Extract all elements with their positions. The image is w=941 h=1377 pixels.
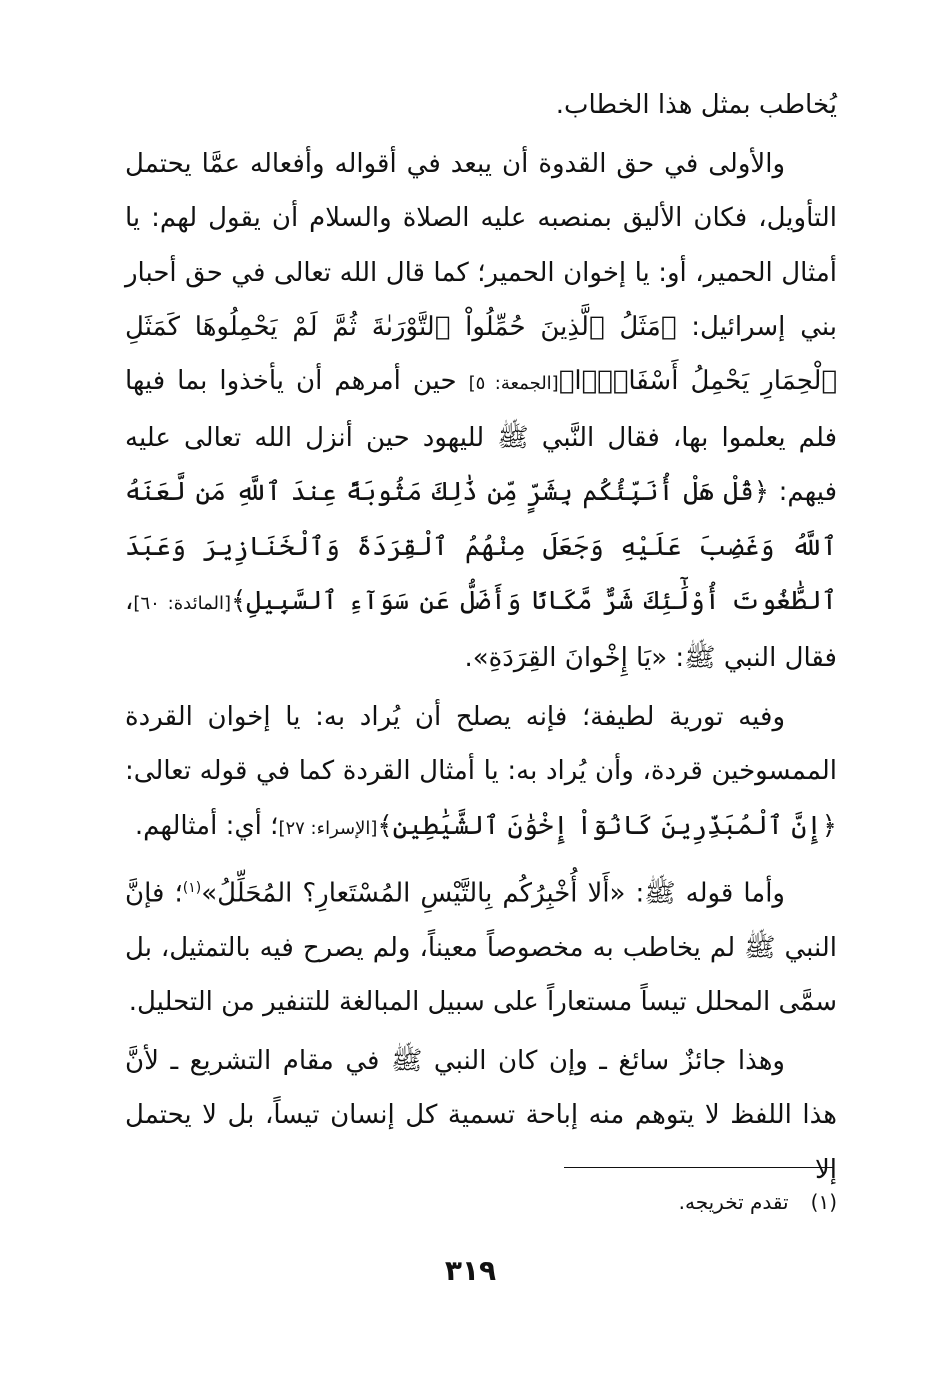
paragraph-3-text: وفيه تورية لطيفة؛ فإنه يصلح أن يُراد به: يا إخوان القردة الممسوخين قردة، وأن يُراد به: يا أمثال القردة كما في قوله تعالى: [125, 702, 837, 787]
quran-verse-maidah: ﴿قُلْ هَلْ أُنَبِّئُكُم بِشَرٍّ مِّن ذَٰلِكَ مَثُوبَةً عِندَ ٱللَّهِ مَن لَّعَنَهُ ٱللَّهُ وَغَضِبَ عَلَيْهِ وَجَعَلَ مِنْهُمُ ٱلْقِرَدَةَ وَٱلْخَنَازِيرَ وَعَبَدَ ٱلطَّٰغُوتَ أُوْلَٰٓئِكَ شَرٌّ مَّكَانًا وَأَضَلُّ عَن سَوَآءِ ٱلسَّبِيلِ﴾ [125, 477, 837, 616]
quran-verse-jumuah: ﴿مَثَلُ ٱلَّذِينَ حُمِّلُواْ ٱلتَّوْرَىٰةَ ثُمَّ لَمْ يَحْمِلُوهَا كَمَثَلِ ٱلْحِمَارِ يَحْمِلُ أَسْفَارًۢا﴾ [125, 311, 838, 397]
paragraph-4 [125, 861, 837, 1029]
paragraph-3 [125, 690, 837, 856]
paragraph-4-ending: ؛ فإنَّ النبي ﷺ لم يخاطب به مخصوصاً معيناً، ولم يصرح فيه بالتمثيل، بل سمَّى المحلل تيساً مستعاراً على سبيل المبالغة للتنفير من التحليل. [125, 878, 837, 1017]
paragraph-2 [125, 137, 837, 685]
footnote-reference-mark[interactable]: (١) [182, 879, 202, 896]
paragraph-2-ending: ، فقال النبي ﷺ: «يَا إِخْوانَ القِرَدَةِ». [125, 585, 837, 674]
verse-reference-maidah: [المائدة: ٦٠] [133, 592, 231, 614]
footnote-text: تقدم تخريجه. [678, 1190, 789, 1214]
footnote [127, 1184, 837, 1220]
footnote-divider [564, 1167, 834, 1168]
verse-reference-isra: [الإسراء: ٢٧] [278, 817, 378, 839]
footnote-number: (١) [810, 1190, 837, 1214]
verse-reference-jumuah: [الجمعة: ٥] [468, 373, 559, 395]
paragraph-4-text: وأما قوله ﷺ: «أَلا أُخْبِرُكُم بِالتَّيْسِ المُسْتَعارِ؟ المُحَلِّلُ» [201, 878, 785, 909]
main-text [125, 78, 837, 1197]
quran-verse-isra: ﴿إِنَّ ٱلْمُبَذِّرِينَ كَانُوٓاْ إِخْوَٰنَ ٱلشَّيَٰطِينِ﴾ [377, 810, 837, 841]
paragraph-3-ending: ؛ أي: أمثالهم. [134, 810, 279, 841]
paragraph-2-text: والأولى في حق القدوة أن يبعد في أقواله وأفعاله عمَّا يحتمل التأويل، فكان الأليق بمنصبه عليه الصلاة والسلام أن يقول لهم: يا أمثال الحمير، أو: يا إخوان الحمير؛ كما قال الله تعالى في حق أحبار بني إسرائيل: [125, 149, 837, 342]
paragraph-1-text: يُخاطب بمثل هذا الخطاب. [555, 90, 837, 120]
paragraph-2-continuation: حين أمرهم أن يأخذوا بما فيها فلم يعلموا بها، فقال النَّبي ﷺ لليهود حين أنزل الله تعالى عليه فيهم: [125, 366, 837, 508]
paragraph-1 [125, 78, 837, 132]
page-number: ٣١٩ [444, 1254, 497, 1287]
paragraph-5 [125, 1034, 837, 1197]
paragraph-5-text: وهذا جائزٌ سائغ ـ وإن كان النبي ﷺ في مقام التشريع ـ لأنَّ هذا اللفظ لا يتوهم منه إباحة تسمية كل إنسان تيساً، بل لا يحتمل إلا [125, 1046, 837, 1185]
